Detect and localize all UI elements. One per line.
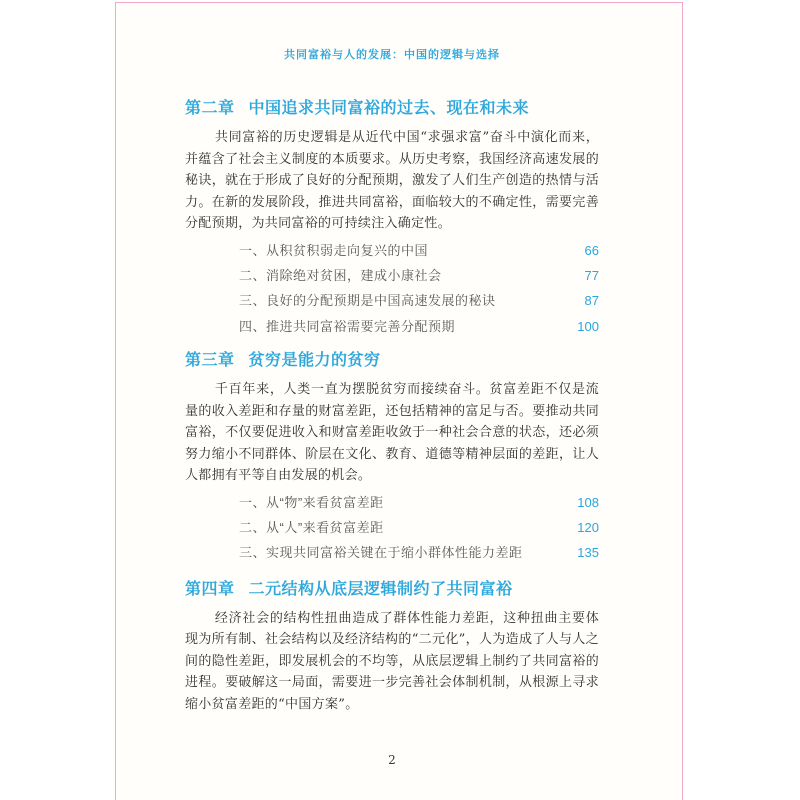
toc-entry (239, 288, 599, 313)
toc-entry-page-number: 66 (584, 242, 599, 258)
page-frame (115, 2, 683, 800)
toc-entry (239, 263, 599, 288)
page-content (185, 3, 599, 715)
toc-entry (239, 238, 599, 263)
chapter-number-label: 第四章 (185, 580, 235, 598)
page-number: 2 (388, 753, 396, 767)
chapter-number-label: 第二章 (185, 100, 235, 117)
toc-entry (239, 490, 599, 515)
chapter-summary: 共同富裕的历史逻辑是从近代中国“求强求富”奋斗中演化而来，并蕴含了社会主义制度的本质要求。从历史考察，我国经济高速发展的秘诀，就在于形成了良好的分配预期，激发了人们生产创造的热情与活力。在新的发展阶段，推进共同富裕，面临较大的不确定性，需要完善分配预期，为共同富裕的可持续注入确定性。 (185, 130, 599, 231)
running-header: 共同富裕与人的发展：中国的逻辑与选择 (284, 49, 500, 61)
chapter-summary: 千百年来，人类一直为摆脱贫穷而接续奋斗。贫富差距不仅是流量的收入差距和存量的财富差距，还包括精神的富足与否。要推动共同富裕，不仅要促进收入和财富差距收敛于一种社会合意的状态，还必须努力缩小不同群体、阶层在文化、教育、道德等精神层面的差距，让人人都拥有平等自由发展的机会。 (185, 382, 599, 484)
chapter-summary: 经济社会的结构性扭曲造成了群体性能力差距，这种扭曲主要体现为所有制、社会结构以及经济结构的“二元化”，人为造成了人与人之间的隐性差距，即发展机会的不均等，从底层逻辑上制约了共同富裕的进程。要破解这一局面，需要进一步完善社会体制机制，从根源上寻求缩小贫富差距的“中国方案”。 (185, 610, 599, 712)
chapter-section-3 (185, 351, 599, 566)
chapter-number-label: 第三章 (185, 352, 235, 370)
chapter-toc-list (185, 490, 599, 566)
toc-entry-page-number: 135 (577, 545, 599, 561)
toc-entry-label: 三、良好的分配预期是中国高速发展的秘诀 (239, 293, 496, 309)
toc-entry-label: 二、消除绝对贫困，建成小康社会 (239, 267, 442, 283)
toc-entry-label: 四、推进共同富裕需要完善分配预期 (239, 318, 456, 334)
chapter-heading (185, 580, 599, 600)
toc-entry (239, 540, 599, 565)
toc-entry-page-number: 120 (577, 520, 599, 536)
toc-entry-label: 一、从积贫积弱走向复兴的中国 (239, 242, 429, 258)
toc-entry-label: 二、从“人”来看贫富差距 (239, 520, 384, 536)
chapter-title: 二元结构从底层逻辑制约了共同富裕 (248, 580, 513, 598)
toc-entry-page-number: 87 (584, 293, 599, 309)
toc-entry-page-number: 100 (577, 318, 599, 334)
toc-entry-page-number: 108 (577, 494, 599, 510)
toc-entry (239, 515, 599, 540)
toc-entry-label: 三、实现共同富裕关键在于缩小群体性能力差距 (239, 545, 523, 561)
chapter-title: 中国追求共同富裕的过去、现在和未来 (248, 100, 530, 117)
chapter-heading (185, 351, 599, 371)
chapter-section-2 (185, 99, 599, 339)
toc-entry-page-number: 77 (584, 267, 599, 283)
chapter-toc-list (185, 238, 599, 340)
toc-entry-label: 一、从“物”来看贫富差距 (239, 494, 384, 510)
chapter-section-4 (185, 580, 599, 716)
toc-entry (239, 314, 599, 339)
chapter-heading (185, 99, 599, 119)
chapter-title: 贫穷是能力的贫穷 (248, 352, 381, 370)
